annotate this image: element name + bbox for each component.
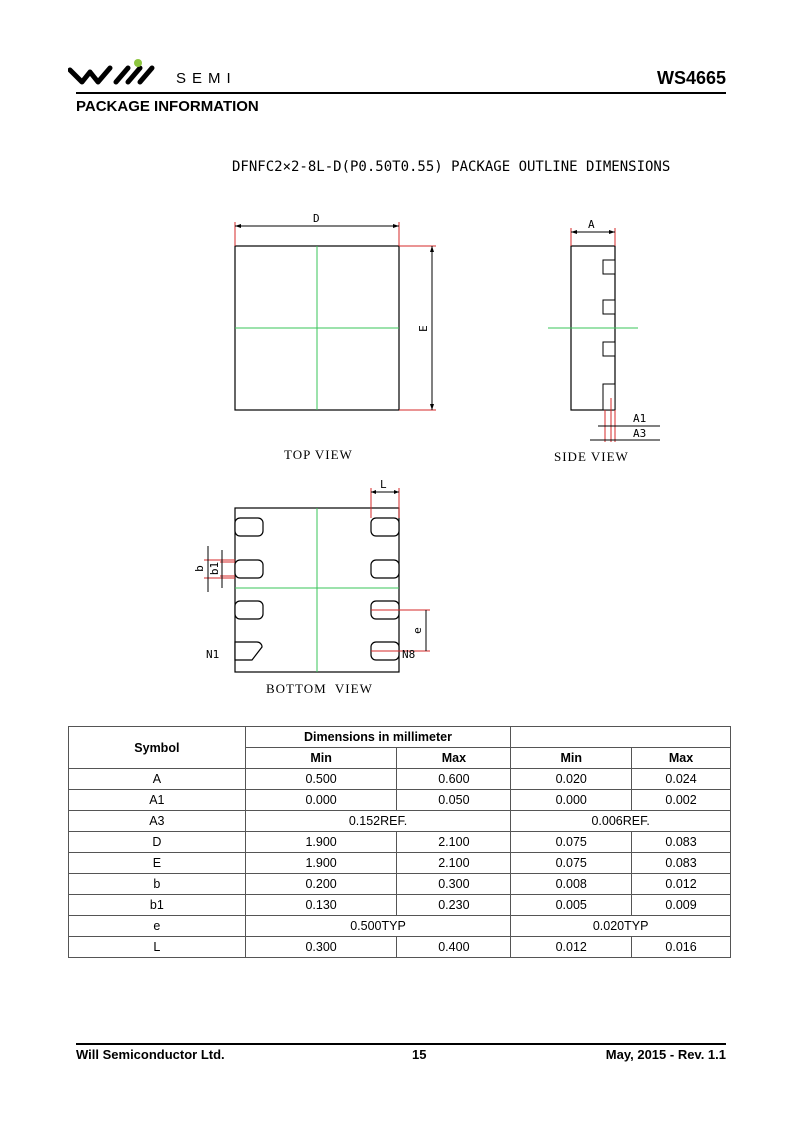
- value-cell: 0.005: [511, 895, 632, 916]
- value-cell: 2.100: [397, 853, 511, 874]
- brand-text: SEMI: [176, 70, 237, 87]
- symbol-cell: b1: [69, 895, 246, 916]
- bottom-view: [204, 488, 430, 672]
- in-max-header: Max: [632, 748, 731, 769]
- pin-label-n1: N1: [206, 648, 220, 661]
- table-row: [69, 853, 731, 874]
- dim-label-e-pitch: e: [410, 627, 424, 634]
- table-row: [69, 790, 731, 811]
- dim-label-a3: A3: [633, 427, 647, 440]
- symbol-cell: L: [69, 937, 246, 958]
- in-min-header: Min: [511, 748, 632, 769]
- value-cell: 0.012: [511, 937, 632, 958]
- mm-max-header: Max: [397, 748, 511, 769]
- top-view-label: TOP VIEW: [284, 447, 353, 462]
- symbol-cell: e: [69, 916, 246, 937]
- symbol-cell: A3: [69, 811, 246, 832]
- value-cell: 0.012: [632, 874, 731, 895]
- symbol-header: Symbol: [69, 727, 246, 769]
- section-title: PACKAGE INFORMATION: [76, 98, 259, 115]
- value-cell: 0.016: [632, 937, 731, 958]
- value-cell: 0.300: [397, 874, 511, 895]
- table-row: [69, 937, 731, 958]
- value-cell: 0.500TYP: [245, 916, 511, 937]
- table-row: [69, 769, 731, 790]
- value-cell: 0.002: [632, 790, 731, 811]
- part-number: WS4665: [656, 68, 726, 88]
- value-cell: 0.009: [632, 895, 731, 916]
- value-cell: 0.500: [245, 769, 397, 790]
- value-cell: 0.600: [397, 769, 511, 790]
- value-cell: 0.400: [397, 937, 511, 958]
- value-cell: 0.300: [245, 937, 397, 958]
- symbol-cell: b: [69, 874, 246, 895]
- top-view: [235, 222, 436, 410]
- symbol-cell: D: [69, 832, 246, 853]
- table-header-row: [69, 727, 731, 748]
- dim-label-a1: A1: [633, 412, 647, 425]
- dim-label-d: D: [313, 212, 320, 225]
- value-cell: 0.006REF.: [511, 811, 731, 832]
- symbol-cell: A: [69, 769, 246, 790]
- value-cell: 0.130: [245, 895, 397, 916]
- value-cell: 1.900: [245, 832, 397, 853]
- side-view: [548, 228, 660, 442]
- value-cell: 0.024: [632, 769, 731, 790]
- table-row: [69, 874, 731, 895]
- value-cell: 0.020TYP: [511, 916, 731, 937]
- value-cell: 0.083: [632, 853, 731, 874]
- drawing-title: DFNFC2×2-8L-D(P0.50T0.55) PACKAGE OUTLINE DIMENSIONS: [232, 159, 671, 175]
- value-cell: 0.075: [511, 853, 632, 874]
- pin-label-n8: N8: [402, 648, 416, 661]
- symbol-cell: A1: [69, 790, 246, 811]
- table-row: [69, 895, 731, 916]
- dim-label-b1: b1: [208, 561, 222, 576]
- value-cell: 0.075: [511, 832, 632, 853]
- table-row: [69, 811, 731, 832]
- table-row: [69, 832, 731, 853]
- mm-header: Dimensions in millimeter: [245, 727, 511, 748]
- dimensions-table: [68, 726, 731, 958]
- dim-label-e: E: [416, 325, 430, 332]
- side-view-label: SIDE VIEW: [554, 449, 629, 464]
- value-cell: 2.100: [397, 832, 511, 853]
- value-cell: 0.200: [245, 874, 397, 895]
- value-cell: 0.008: [511, 874, 632, 895]
- dim-label-a: A: [588, 218, 595, 231]
- footer-page-number: 15: [412, 1047, 427, 1062]
- inch-header: [511, 727, 731, 748]
- value-cell: 0.152REF.: [245, 811, 511, 832]
- value-cell: 0.230: [397, 895, 511, 916]
- footer-company: Will Semiconductor Ltd.: [76, 1047, 225, 1062]
- dim-label-l: L: [380, 478, 387, 491]
- table-row: [69, 916, 731, 937]
- mm-min-header: Min: [245, 748, 397, 769]
- bottom-view-label: BOTTOM VIEW: [266, 681, 373, 696]
- footer-date-revision: May, 2015 - Rev. 1.1: [605, 1047, 726, 1062]
- value-cell: 0.050: [397, 790, 511, 811]
- value-cell: 0.000: [245, 790, 397, 811]
- footer-rule: [76, 1043, 726, 1045]
- symbol-cell: E: [69, 853, 246, 874]
- value-cell: 0.020: [511, 769, 632, 790]
- value-cell: 0.000: [511, 790, 632, 811]
- value-cell: 1.900: [245, 853, 397, 874]
- dim-label-b: b: [192, 565, 206, 572]
- value-cell: 0.083: [632, 832, 731, 853]
